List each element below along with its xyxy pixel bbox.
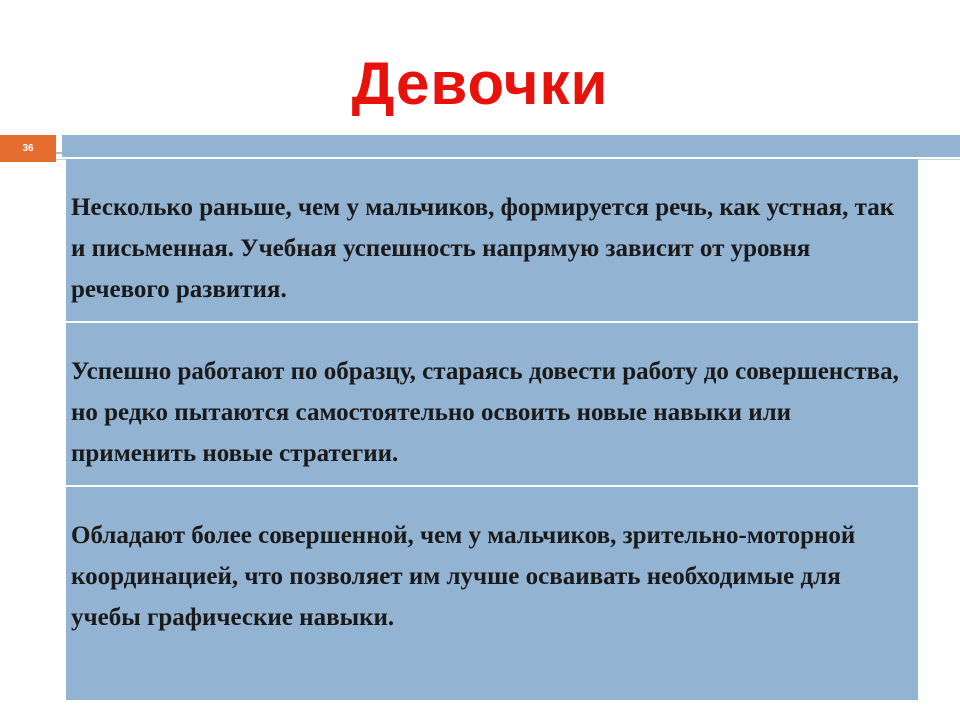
page-number-badge: 36 — [0, 135, 56, 162]
table-row: Несколько раньше, чем у мальчиков, формируется речь, как устная, так и письменная. Учебная успешность напрямую зависит от уровня речевого развития. — [71, 194, 895, 303]
slide-title: Девочки — [351, 50, 609, 117]
content-table — [66, 159, 918, 700]
table-row: Успешно работают по образцу, стараясь довести работу до совершенства, но редко пытаются самостоятельно освоить новые навыки или применить новые стратегии. — [71, 358, 899, 467]
table-header-strip — [62, 135, 960, 157]
table-row: Обладают более совершенной, чем у мальчиков, зрительно-моторной координацией, что позволяет им лучше осваивать необходимые для учебы графические навыки. — [71, 522, 856, 631]
